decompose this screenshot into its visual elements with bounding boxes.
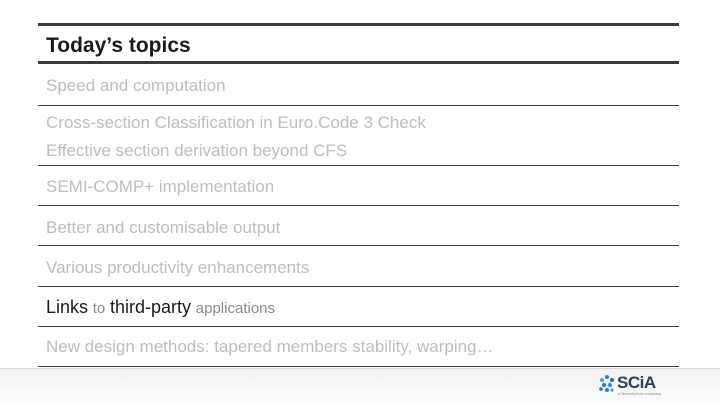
topic-effective-section: Effective section derivation beyond CFS xyxy=(46,141,348,160)
scia-mark-icon xyxy=(598,374,616,394)
title-bar xyxy=(38,23,679,64)
page-title: Today’s topics xyxy=(46,34,191,57)
topic-links-applications: applications xyxy=(195,300,275,317)
topic-row-output xyxy=(38,206,679,246)
footer-divider xyxy=(0,368,720,369)
topic-productivity: Various productivity enhancements xyxy=(46,258,310,277)
topic-row-semicomp xyxy=(38,166,679,206)
topic-row-classification xyxy=(38,106,679,166)
topic-links xyxy=(46,297,275,318)
topic-classification: Cross-section Classification in Euro.Code 3 Check xyxy=(46,113,426,132)
topic-row-speed xyxy=(38,64,679,106)
topic-row-design-methods xyxy=(38,327,679,367)
topic-output: Better and customisable output xyxy=(46,218,281,237)
scia-logo xyxy=(598,372,668,398)
topic-links-third-party: third-party xyxy=(110,297,192,317)
topic-links-to: to xyxy=(92,300,106,317)
logo-wordmark: SCiA xyxy=(617,373,656,392)
topic-links-word: Links xyxy=(46,297,89,317)
topic-row-links xyxy=(38,287,679,327)
topic-design-methods: New design methods: tapered members stability, warping… xyxy=(46,337,494,356)
topic-row-productivity xyxy=(38,246,679,287)
logo-tagline: a Nemetschek company xyxy=(618,391,661,396)
topic-speed: Speed and computation xyxy=(46,76,226,95)
topic-semicomp: SEMI-COMP+ implementation xyxy=(46,177,275,196)
